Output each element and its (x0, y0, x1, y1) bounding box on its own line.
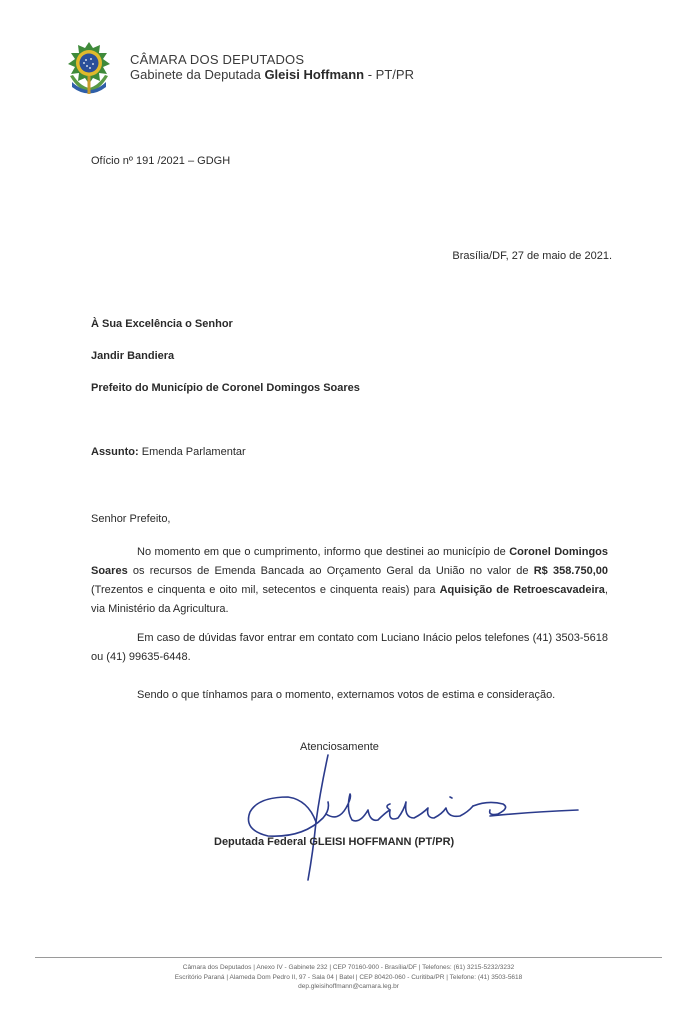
footer-email: dep.gleisihoffmann@camara.leg.br (298, 983, 399, 990)
purpose: Aquisição de Retroescavadeira (439, 584, 605, 596)
subject-text: Emenda Parlamentar (138, 446, 246, 458)
body-text: , via Ministério da Agricultura. (91, 584, 608, 615)
letterhead-text (130, 52, 414, 82)
brazil-coat-of-arms-icon (58, 38, 120, 100)
office-prefix: Gabinete da Deputada (130, 67, 265, 82)
body-text: No momento em que o cumprimento, informo que destinei ao município de (137, 546, 510, 558)
footer-divider (35, 957, 662, 958)
recipient-name: Jandir Bandiera (91, 350, 175, 362)
body-paragraph-2: Em caso de dúvidas favor entrar em contato com Luciano Inácio pelos telefones (41) 3503-5618 ou (41) 99635-6448. (91, 632, 608, 663)
document-reference: Ofício nº 191 /2021 – GDGH (91, 155, 231, 167)
recipient-position: Prefeito do Município de Coronel Domingos Soares (91, 382, 360, 394)
handwritten-signature (228, 752, 588, 882)
footer (40, 963, 657, 992)
body-text: os recursos de Emenda Bancada ao Orçamento Geral da União no valor de (127, 565, 534, 577)
footer-line-1: Câmara dos Deputados | Anexo IV - Gabinete 232 | CEP 70160-900 - Brasília/DF | Telefones: (61) 3215-5232/3232 (182, 964, 515, 971)
subject-line (91, 446, 246, 458)
institution-name: CÂMARA DOS DEPUTADOS (130, 52, 305, 67)
office-suffix: - PT/PR (364, 67, 414, 82)
municipality-name: Coronel Domingos Soares (91, 546, 609, 577)
body-paragraph-3: Sendo o que tínhamos para o momento, externamos votos de estima e consideração. (137, 689, 556, 701)
recipient-title: À Sua Excelência o Senhor (91, 318, 233, 330)
office-line (130, 67, 414, 82)
closing: Atenciosamente (300, 741, 379, 753)
date-line: Brasília/DF, 27 de maio de 2021. (452, 250, 612, 262)
subject-label: Assunto: (91, 446, 139, 458)
letterhead (58, 38, 414, 100)
office-name: Gleisi Hoffmann (264, 67, 365, 82)
signer-name: Deputada Federal GLEISI HOFFMANN (PT/PR) (214, 836, 455, 848)
body-text: (Trezentos e cinquenta e oito mil, setecentos e cinquenta reais) para (91, 584, 440, 596)
amount: R$ 358.750,00 (533, 565, 609, 577)
body-paragraph-1 (91, 543, 608, 619)
footer-line-2: Escritório Paraná | Alameda Dom Pedro II, 97 - Sala 04 | Batel | CEP 80420-060 - Curitiba/PR | Telefone: (41) 3503-5618 (174, 973, 523, 981)
salutation: Senhor Prefeito, (91, 513, 171, 525)
